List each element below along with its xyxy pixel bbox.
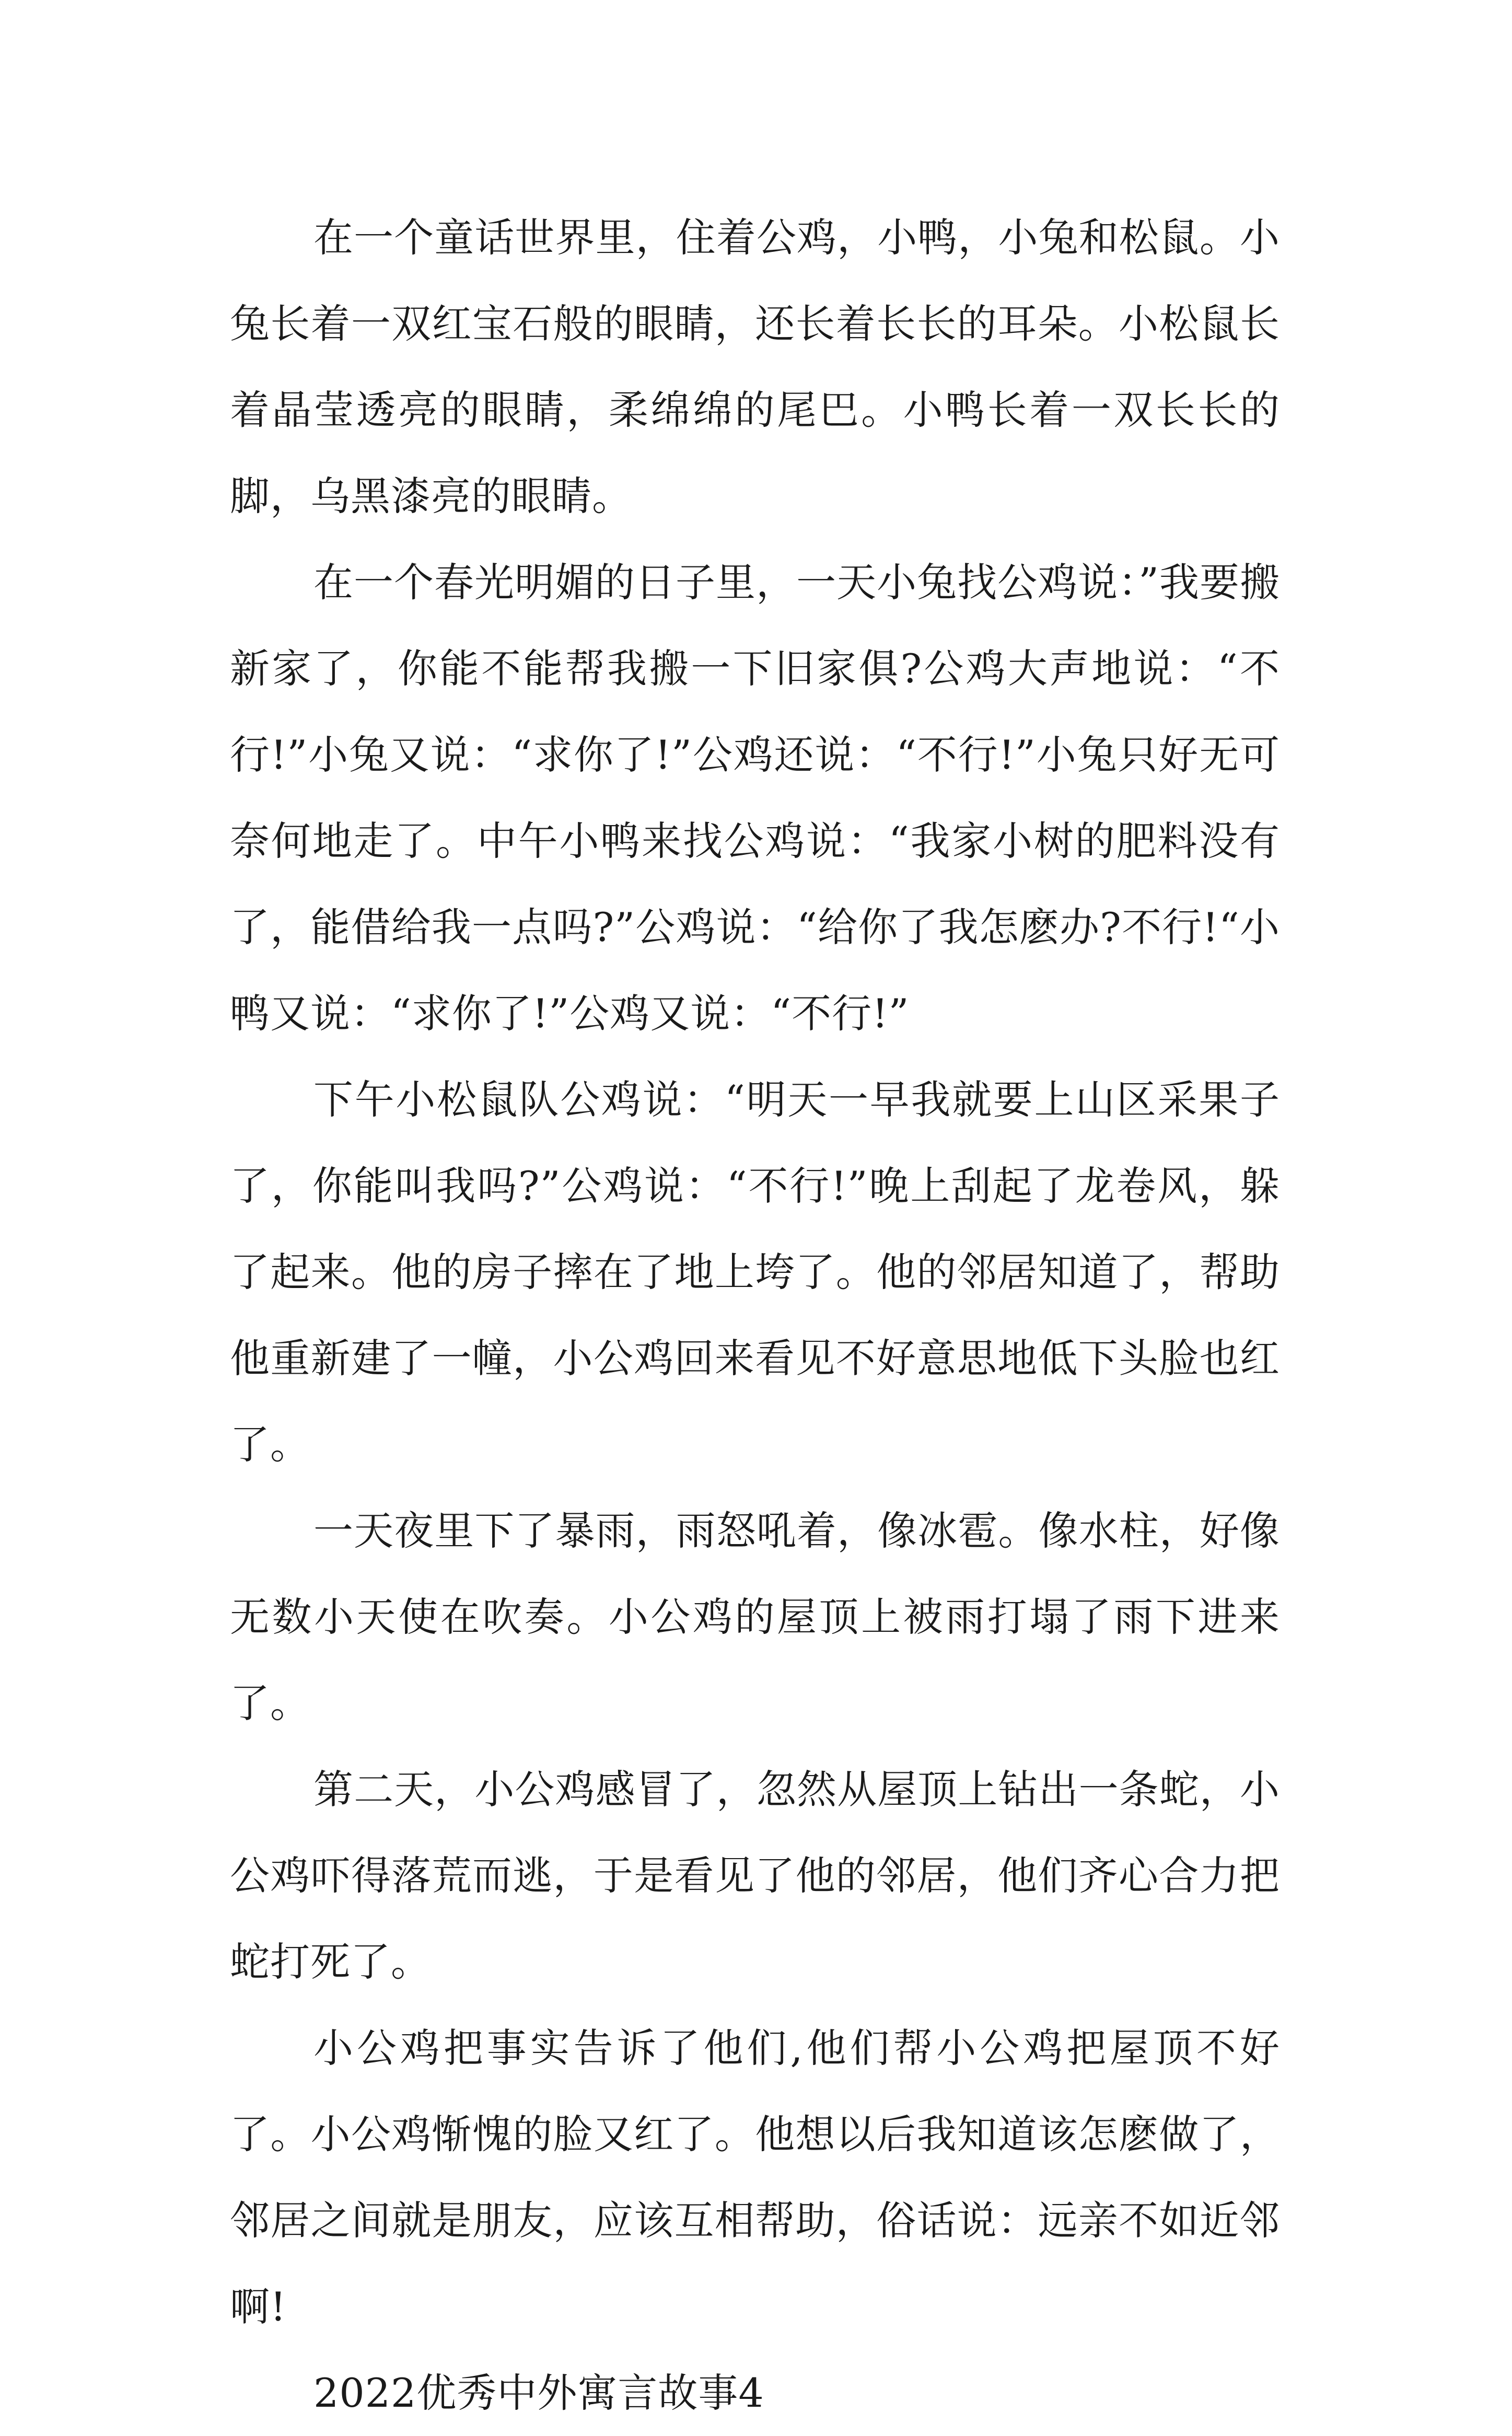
paragraph-5: 第二天，小公鸡感冒了，忽然从屋顶上钻出一条蛇，小公鸡吓得落荒而逃，于是看见了他的邻居，他们齐心合力把蛇打死了。 [230, 1766, 1280, 1985]
document-body [230, 194, 1280, 2436]
section-heading: 2022优秀中外寓言故事4 [313, 2370, 764, 2416]
paragraph-2: 在一个春光明媚的日子里，一天小兔找公鸡说：”我要搬新家了，你能不能帮我搬一下旧家俱?公鸡大声地说：“不行!”小兔又说：“求你了!”公鸡还说：“不行!”小兔只好无可奈何地走了。中午小鸭来找公鸡说：“我家小树的肥料没有了，能借给我一点吗?”公鸡说：“给你了我怎麽办?不行!“小鸭又说：“求你了!”公鸡又说：“不行!” [230, 559, 1280, 1037]
paragraph-1: 在一个童话世界里，住着公鸡，小鸭，小兔和松鼠。小兔长着一双红宝石般的眼睛，还长着长长的耳朵。小松鼠长着晶莹透亮的眼睛，柔绵绵的尾巴。小鸭长着一双长长的脚，乌黑漆亮的眼睛。 [230, 214, 1280, 519]
paragraph-6: 小公鸡把事实告诉了他们,他们帮小公鸡把屋顶不好了。小公鸡惭愧的脸又红了。他想以后我知道该怎麽做了，邻居之间就是朋友，应该互相帮助，俗话说：远亲不如近邻啊! [230, 2025, 1280, 2330]
paragraph-3: 下午小松鼠队公鸡说：“明天一早我就要上山区采果子了，你能叫我吗?”公鸡说：“不行!”晚上刮起了龙卷风，躲了起来。他的房子摔在了地上垮了。他的邻居知道了，帮助他重新建了一幢，小公鸡回来看见不好意思地低下头脸也红了。 [230, 1076, 1280, 1468]
paragraph-4: 一天夜里下了暴雨，雨怒吼着，像冰雹。像水柱，好像无数小天使在吹奏。小公鸡的屋顶上被雨打塌了雨下进来了。 [230, 1507, 1280, 1726]
